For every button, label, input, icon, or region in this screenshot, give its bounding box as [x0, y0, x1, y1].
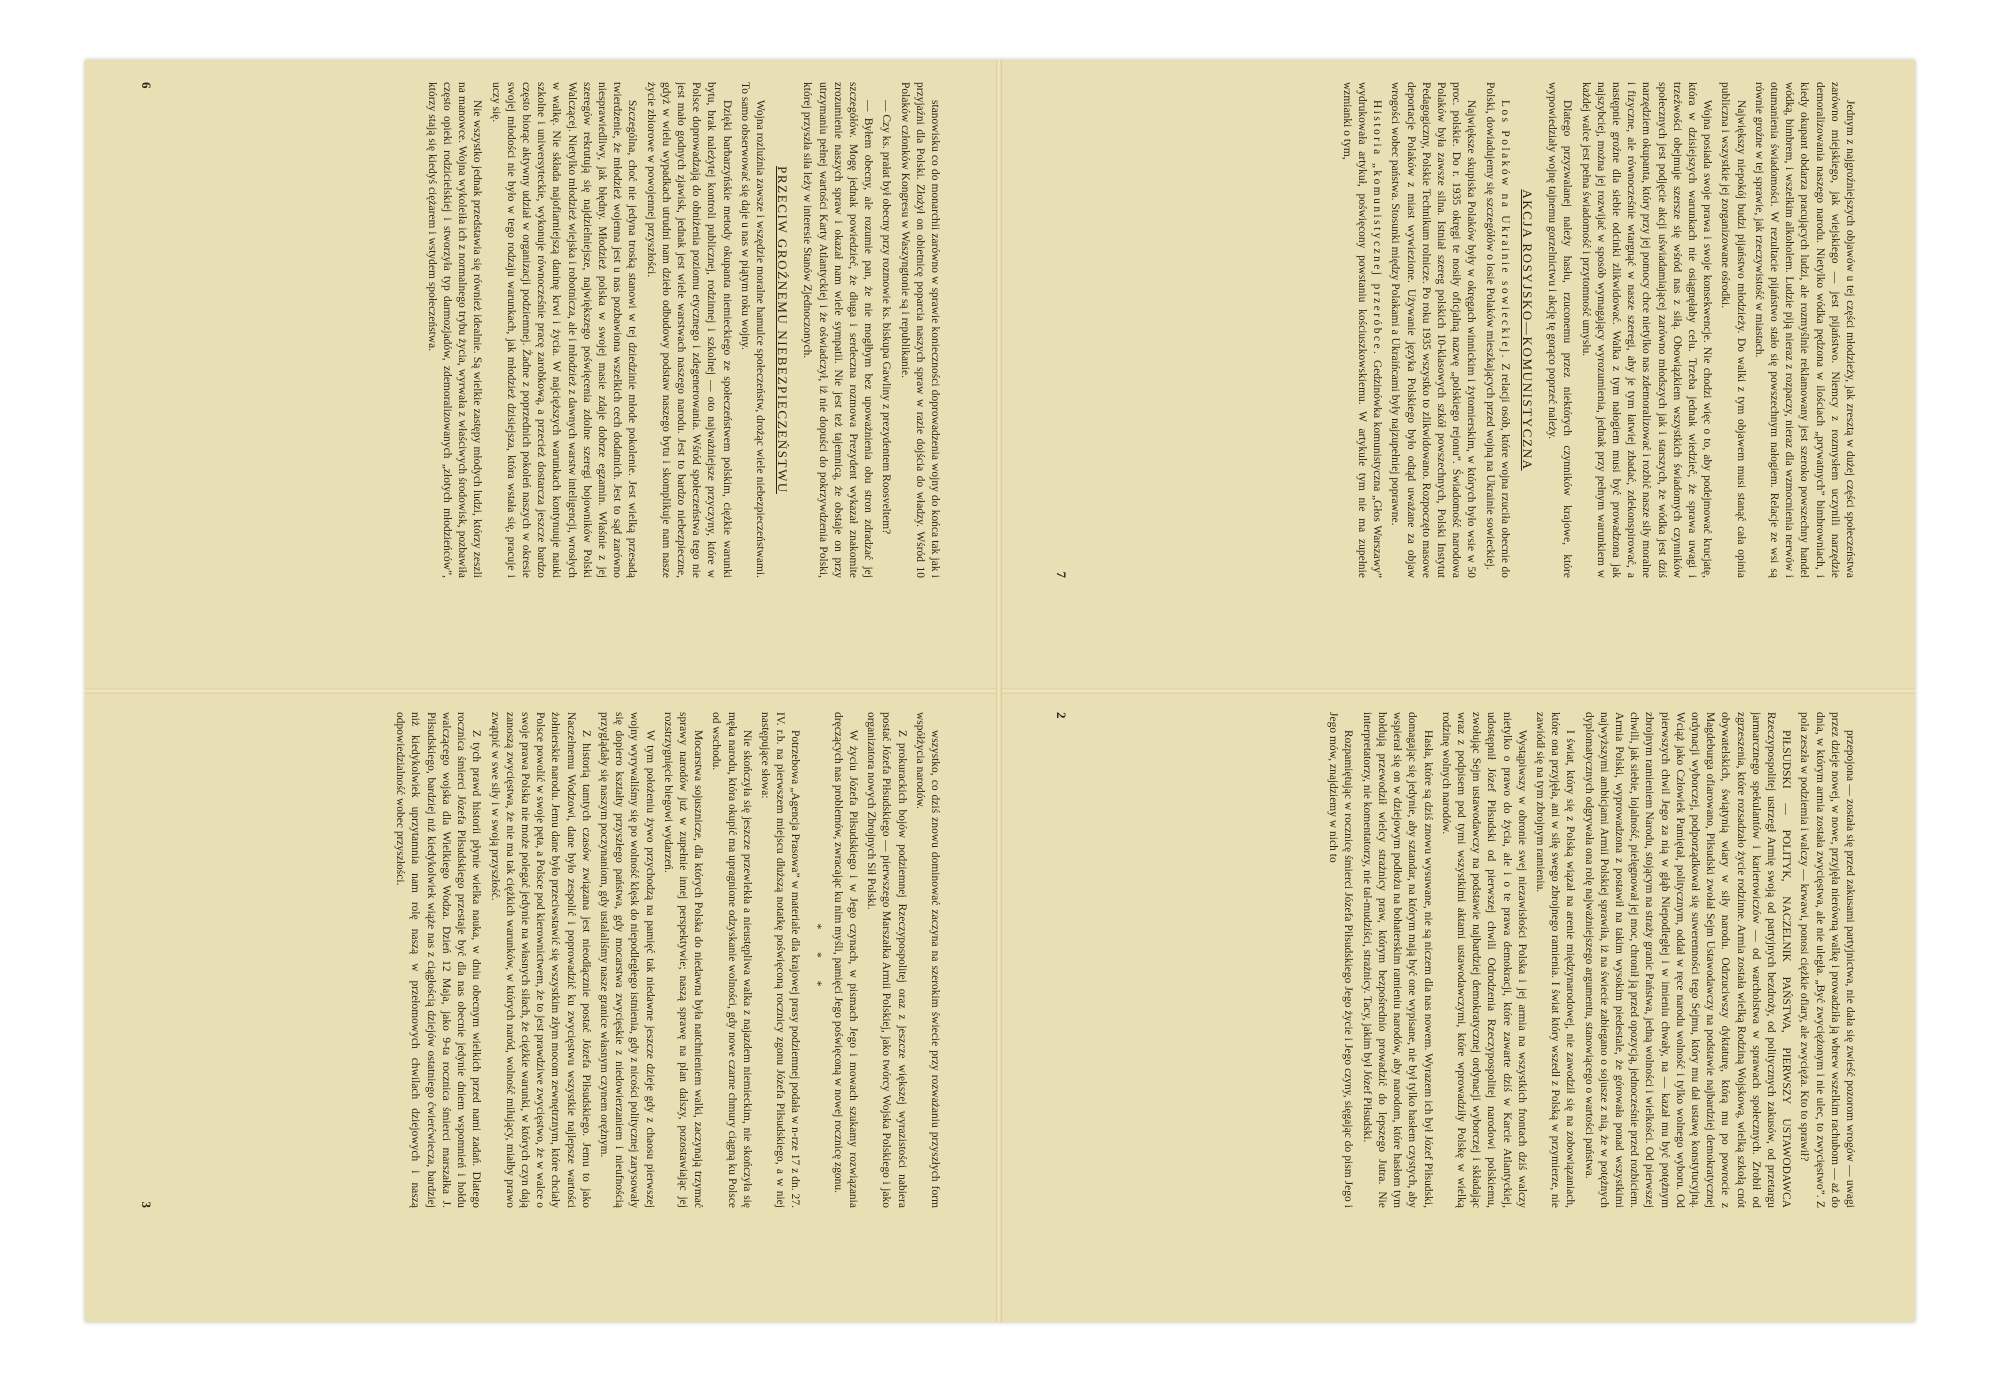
page-7-text [1073, 82, 1857, 578]
page-6-text [158, 82, 942, 578]
page-7 [1035, 60, 1875, 600]
paragraph: Największy niepokój budzi pijaństwo młodzieży. Do walki z tym objawem musi stanąć cała opinia publiczna i wszystkie jej zorganizowane ośrodki. [1719, 82, 1747, 578]
section-separator: * * * [810, 923, 823, 997]
paragraph: Wystąpiwszy w obronie swej niezawisłości Polska i jej armia na wszystkich frontach dziś walczy nietylko o prawo do życia, ale i o te prawa demokracji, które zawarte dziś w Karcie Atlantyckiej, udostępnił Józef Piłsudski od pierwszej chwili Odrodzenia Rzeczypospolitej narodowi polskiemu, zwołując Sejm ustawodawczy na podstawie najbardziej demokratycznej ordynacji wyborczej i składając wraz z podpisem pod tymi wszystkimi aktami ustawodawczymi, które wprowadziły Polskę w wielką rodzinę wolnych narodów. [1439, 712, 1528, 1208]
paragraph: Wojna rozluźnia zawsze i wszędzie moralne hamulce społeczeństw, drożąc wiele niebezpieczeństwami. To samo obserwować się daje u nas w piątym roku wojny. [738, 82, 766, 578]
paragraph: I świat, który się z Polską wiązał na arenie międzynarodowej, nie zawodził się na zobowiązaniach, które ona przyjęła, ani w siłę swego zbrojnego ramienia. I świat który wszedł z Polską w przymierze, nie zawiódł się na tym zbrojnym ramieniu. [1533, 712, 1577, 1208]
lead-in: Historia „komunistycznej przeróbce. [1371, 100, 1384, 357]
paragraph: Potrzebowa „Agencja Prasowa” w materiale dla krajowej prasy podziemnej podała w n-rze 17 z dn. 27. IV. r.b. na pierwszem miejscu dłuższą notatkę poświęconą rocznicy zgonu Józefa Piłsudskiego, a w niej następujące słowa: [758, 712, 802, 1208]
paragraph: W tym położeniu żywo przychodzą na pamięć tak niedawne jeszcze dzieje gdy z chaosu pierwszej wojny wyrywaliśmy się po wolność klęsk do niepodległego istnienia, gdy z nicości politycznej zarysowały się dopiero kształty przyszłego państwa, gdy mocarstwa zwycięskie z niedowierzaniem i nieufnością przyglądały się naszym poczynaniom, gdy ustalaliśmy nasze granice własnym czynem orężnym. [597, 712, 656, 1208]
paragraph: Mocarstwa sojusznicze, dla których Polska do niedawna była natchnieniem walki, zaczynają trzymać sprawy narodów już w zupełnie innej perspektywie; naszą sprawę na plan dalszy, pozostawiając jej rozstrzygnięcie biegowi wydarzeń. [661, 712, 705, 1208]
paragraph [1339, 82, 1385, 578]
page-3-text [158, 712, 942, 1208]
page-number: 3 [139, 1201, 154, 1208]
paragraph: Dzięki barbarzyńskie metody okupanta niemieckiego ze społeczeństwem polskim, ciężkie warunki bytu, brak należytej kontroli publicznej, rodzinnej i szkolnej — oto najważniejsze przyczyny, które w Polsce doprowadzają do obniżenia poziomu etycznego i zdegenerowania. Wśród społeczeństwa tego nie jest mało godnych zjawisk, jednak jest wiele warstwach naszego narodu. Jest to bardzo niebezpieczne, gdyż w wielu wypadkach utrudni nam dzieło odbudowy podstaw naszego bytu i skomplikuje nam nasze życie zbiorowe w powojennej przyszłości. [644, 82, 733, 578]
paragraph: przepojona — została się przed zakusami partyjnictwa, nie dała się zwieść pozorom wrogów — uwagi przez dzieje nowej, w nowe, przyjęła nierówną walkę i prowadziła ją wbrew wszelkim rachubom — aż do dnia, w którym armia została zwycięstwa, ale nie uległa. „Być zwyciężonym i nie ulec, to zwycięstwo”. Z pola zeszła w podziemia i walczy — krwawi, ponosi ciężkie ofiary, ale zwycięża. Kto to sprawił? [1798, 712, 1856, 1208]
section-heading: AKCJA ROSYJSKO—KOMUNISTYCZNA [1519, 189, 1535, 471]
paragraph: wszystko, co dziś znowu dominować zaczyna na szerokim świecie przy rozważaniu przyszłych form współżycia narodów. [913, 712, 941, 1208]
paragraph: Jednym z najgroźniejszych objawów u tej części młodzieży, jak zresztą w dużej części społeczeństwa zarówno miejskiego, jak wiejskiego — jest pijaństwo. Niemcy z rozmysłem uczynili narzędzie demoralizowania naszego narodu. Nietylko wódka pędzona w ilościach „prywatnych” bimbrowniach, i kiedy okupant obdarza pracujących ludzi, ale rozmyślnie reklamowany jest szeroko powszechny handel wódką, bimbrem, i wszelkim alkoholem. Ludzie piją nieraz z rozpaczy, nieraz dla wzmocnienia nerwów i otumanienia świadomości. W rezultacie pijaństwo stało się powszechnym nałogiem. Relacje ze wsi są równie groźne w tej sprawie, jak rzeczywistość w miastach. [1752, 82, 1856, 578]
page-2-text [1073, 712, 1857, 1208]
paragraph: — Byłem obecny, ale rozumie pan, że nie mogłbym bez upoważnienia obu stron zdradzać jej szczegółów. Mogę jednak powiedzieć, że długa i serdeczna rozmowa Prezydent wykazał znakomite zrozumienie naszych spraw i okazał nam wiele sympatii. Nie jest też tajemnicą, że obstaje on przy utrzymaniu pełnej wartości Karty Atlantyckiej i że oświadczył, iż nie dopuści do pokrzywdzenia Polski, której przyszła siła leży w interesie Stanów Zjednoczonych. [801, 82, 875, 578]
lead-in: Los Polaków na Ukrainie sowieckiej. [1498, 100, 1511, 361]
paragraph: Największe skupiska Polaków były w okręgach winnickim i żytomierskim, w których było wsie w 50 proc. polskie. Do r. 1935 okręgi te nosiły oficjalną nazwę „polskiego rejonu”. Świadomość narodowa Polaków była zawsze silna. Istniał szereg polskich 10-klasowych szkół powszechnych, Polski Instytut Pedagogiczny, Polskie Technikum rolnicze. Po roku 1935 wszystko to zlikwidowano. Rozpoczęto masowe deportacje Polaków z miast wywiezione. Używanie języka Polskiego było odtąd uważane za objaw wrogości wobec państwa. Stosunki między Polakami a Ukraińcami były najzupełniej poprawne. [1389, 82, 1478, 578]
paragraph-body: Gedzinówka komunistyczna „Głos Warszawy” wydrukowała artykuł, poświęcony powstaniu kościuszkowskiemu. W artykule tym nie ma zupełnie wzmianki o tym, [1340, 82, 1384, 578]
section-heading: PRZECIW GROŹNEMU NIEBEZPIECZEŃSTWU [775, 166, 791, 494]
paragraph: W życiu Józefa Piłsudskiego i w Jego czynach, w pismach Jego i mowach szukamy rozwiązania dręczących nas problemów, zwracając ku nim myśli, pamięci Jego poświęconą w nowej rocznicę zgonu. [831, 712, 859, 1208]
page-2 [1035, 690, 1875, 1230]
paragraph: stanowisku co do monarchii zarówno w sprawie konieczności doprowadzenia wojny do końca tak jak i przyjaźni dla Polski. Złożył on obietnicę poparcia naszych spraw w razie dojścia do władzy. Wśród 10 Polaków członków Kongresu w Waszyngtonie są i republikanie. [898, 82, 941, 578]
paragraph: Wojna posiada swoje prawa i swoje konsekwencje. Nie chodzi więc o to, aby podejmować krucjatę, która w dzisiejszych warunkach nie osiągnęłaby celu. Trzeba jednak wiedzieć, że sprawa uwagi i trzeźwości obejmuje szersze się wśród nas z siłą. Obowiązkiem wszystkich świadomych czynników społecznych jest podjęcie akcji uświadamiającej zarówno młodszych jak i starszych, że wódka jest dziś narzędziem okupanta, który przy jej pomocy chce nietylko nas zdemoralizować i rozbić nasze siły moralne i fizyczne, ale równocześnie wtargnąć w nasze szeregi, aby je tym łatwiej zbadać, zdekonspirować, a następnie groźne dla siebie odcinki zlikwidować. Walka z tym nałogiem musi być prowadzona jak najszybciej, można jej rozwijać w sposób wymagający wyrozumienia, jednak przy pełnym warunkiem w każdej walce jest pełna świadomość i przytomność umysłu. [1579, 82, 1714, 578]
paragraph: Nie wszystko jednak przedstawia się również idealnie. Są wielkie zastępy młodych ludzi, którzy zeszli na manowce. Wojna wykoleiła ich z normalnego trybu życia, wyrwała z właściwych środowisk, pozbawiła często opieki rodzicielskiej i stworzyła typ darmozjadów, zdemoralizowanych „złotych młodzieńców”, którzy stają się kiedyś ciężarem i wstydem społeczeństwa. [425, 82, 484, 578]
paragraph: PIŁSUDSKI — POLITYK, NACZELNIK PAŃSTWA, PIERWSZY USTAWODAWCA Rzeczypospolitej ustrzegł Armię swoją od partyjnych bezdroży, od politycznych zakusów, od przetargu jarmarcznego spekulantów i karierowiczów — od warcholstwa w sprawach społecznych. Zrobił od zgrzeszenia, które rozsadzało życie rodzinne. Armia została wielką Rodziną Wojskową, wielką szkołą cnót obywatelskich, świątynią wiary w siły narodu. Odrzuciwszy dyktaturę, którą mu po powrocie z Magdeburga ofiarowano, Piłsudski zwołał Sejm Ustawodawczy na podstawie najbardziej demokratycznej ordynacji wyborczej, podporządkował się suwerenności tego Sejmu, który mu dał ustawę konstytucyjną. Wciąż jako Człowiek Pamiętał, politycznym, oddał w ręce narodu wolność i tylko wolnego wyboru. Od pierwszych chwil Jego za nią w głąb Niepodległej i w imieniu chwały, na — kazał mu być potężnym zbrojnym ramieniem Narodu, stojącym na straży granic Państwa, jedną wolności i wielkości. Od pierwszej chwili, jak siebie, lojalność, pielęgnował jej moc, chronił ją przed opozycją, jednocześnie przed rozbiciem. Armia Polski, wyprowadzona z postawił na takim wysokim piedestale, że górowała ponad wszystkimi najwyższymi ambicjami Armii Polskiej sprawiła, iż na świecie zabiegano o sojusze z nią, że w potężnych dyplomatycznych odgrywała ona rolę najważniejszego argumentu, stanowiącego o wartości państwa. [1582, 712, 1793, 1208]
page-number: 7 [1054, 571, 1069, 578]
paragraph: Hasła, które są dziś znowu wysuwane, nie są niczem dla nas nowem. Wyrazem ich był Józef Piłsudski, domagając się jedynie, aby sztandar, na którym mają być one wypisane, nie był tylko hasłem czystych, aby wspierał się on w dziejowym podłożu na bohaterskim ramieniu narodów, aby narodom, które hasłom tym hołdują przewodził wielcy strażnicy praw, którym bezpośrednio prowadzić do lepszego Jutra. Nie interpretatorzy, nie komentatorzy, nie tal-mudziści, strażnicy. Tacy, jakim był Józef Piłsudski. [1360, 712, 1434, 1208]
paragraph: — Czy ks. prałat był obecny przy rozmowie ks. biskupa Gawliny z prezydentem Roosveltem? [880, 100, 893, 535]
page-3 [120, 690, 960, 1230]
paragraph: Nie skończyła się jeszcze przewlekła a nieustępliwa walka z najazdem niemieckim, nie skończyła się męka narodu, która okupić ma upragnione odzyskanie wolności, gdy nowe czarne chmury ciągną ku Polsce od wschodu. [710, 712, 753, 1208]
paragraph [1481, 82, 1511, 578]
paragraph-body: Z relacji osób, które wojna rzuciła obecnie do Polski, dowiadujemy się szczegółów o losie Polaków mieszkających przed wojną na Ukrainie sowieckiej. [1483, 82, 1511, 578]
paragraph: Z tych prawd historii płynie wielka nauka, w dniu obecnym wielkich przed nami zadań. Dlatego rocznica śmierci Józefa Piłsudskiego przestaje być dla nas obecnie jedynie dniem wspomnień i hołdu walczącego wojska dla Wielkiego Wodza. Dzień 12 Maja, jako 9-ta rocznica śmierci marszałka J. Piłsudskiego, bardziej niż kiedykolwiek wiąże nas z ciągłością dziejów ostatniego ćwierćwiecza, bardziej niż kiedykolwiek uprzytamnia nam rolę naszą w przełomowych chwilach dziejowych i naszą odpowiedzialność wobec przyszłości. [394, 712, 483, 1208]
page-number: 6 [139, 82, 154, 89]
paragraph: Szczególna, choć nie jedyna troską stanowi w tej dziedzinie młode pokolenie. Jest wielką przesadą twierdzenie, że młodzież wojenna jest u nas pozbawiona wszelkich cech dodatnich. Jest to sąd zarówno niesprawiedliwy, jak błędny. Młodzież polska w swojej masie zdaje dobrze egzamin. Właśnie z jej szeregów rekrutują się najdzielniejsze, największego poświęcenia zdolne szeregi bojowników Polski Walczącej. Nietylko młodzież wiejska i robotnicza, ale i młodzież z dawnych warstw inteligencji, wrosłych w walkę. Nie składa najofiarniejszą daninę krwi i życia. W najcięższych warunkach kontynuuje nauki szkolne i uniwersyteckie, wykonuje równocześnie pracę zarobkową, a przecież dostarcza jeszcze bardzo często biorąc aktywny udział w organizacji podziemnej. Żadne z poprzednich pokoleń naszych w okresie swojej młodości nie było w tego rodzaju warunkach, jak młodzież dzisiejsza, która wstała się, pracuje i uczy się. [489, 82, 639, 578]
page-number: 2 [1054, 712, 1069, 719]
page-6 [120, 60, 960, 600]
paragraph: Z prokurackich bojów podziemnej Rzeczypospolitej oraz z jeszcze większej wyrazistości nabiera postać Józefa Piłsudskiego — pierwszego Marszałka Armii Polskiej, jako twórcy Wojska Polskiego i jako organizatora nowych Zbrojnych Sił Polski. [865, 712, 908, 1208]
paragraph: Rozpamiętując w rocznicę śmierci Józefa Piłsudskiego Jego życie i Jego czyny, sięgając do pism Jego i Jego mów, znajdziemy w nich to [1327, 712, 1355, 1208]
paragraph: Dlatego przyzwalanej należy hasłu, rzuconemu przez niektórych czynników krajowe, które wypowiedziały wojnę tajnemu gorzelnictwu i akcję tę gorąco poprzeć należy. [1546, 82, 1574, 578]
paragraph: Z historią tamtych czasów związana jest nieodłącznie postać Józefa Piłsudskiego. Jemu to jako Naczelnemu Wodzowi, dane było zespolić i poprowadzić ku zwycięstwu wszystkie najlepsze wartości żołnierskie narodu. Jemu dane było przeciwstawić się wszystkim złym mocom zewnętrznym, które chciały Polsce powolić w swoje pęta, a Polsce pod kierownictwem, że to jest prawdziwe zwycięstwo, że w walce o swoje prawa Polska nie może polegać jedynie na własnych siłach, że ciężkie warunki, w których czyn dają zanoszą zwycięstwa, że nie ma tak ciężkich warunków, w których naród, wolność miłujący, miałby prawo zwątpić w swe siły i w swoją przyszłość. [488, 712, 592, 1208]
newsletter-sheet [85, 60, 1915, 1322]
